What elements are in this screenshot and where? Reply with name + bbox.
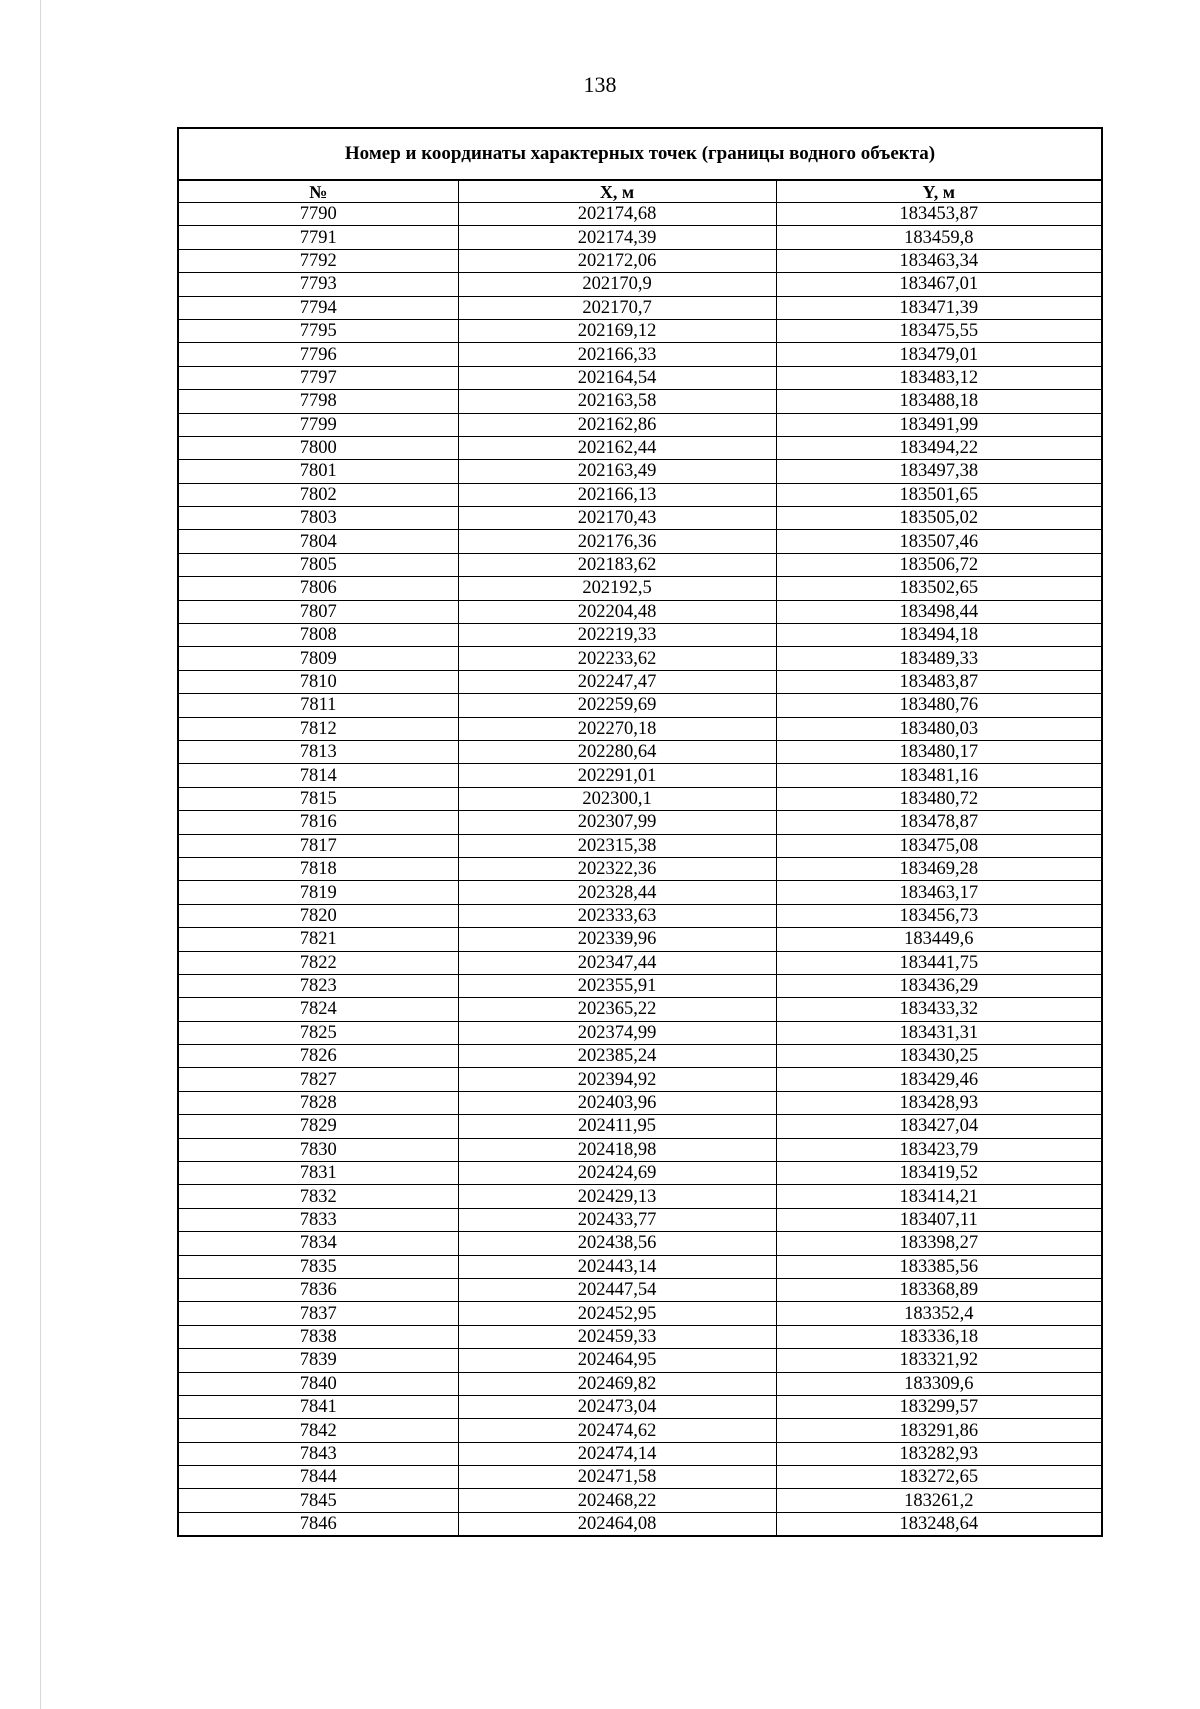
cell-x-coordinate: 202385,24 (458, 1045, 776, 1068)
cell-x-coordinate: 202328,44 (458, 881, 776, 904)
cell-point-number: 7826 (178, 1045, 458, 1068)
cell-point-number: 7811 (178, 694, 458, 717)
table-row (178, 1278, 1102, 1301)
cell-x-coordinate: 202163,49 (458, 460, 776, 483)
cell-x-coordinate: 202176,36 (458, 530, 776, 553)
cell-x-coordinate: 202170,7 (458, 296, 776, 319)
cell-point-number: 7827 (178, 1068, 458, 1091)
cell-y-coordinate: 183429,46 (776, 1068, 1102, 1091)
table-row (178, 1419, 1102, 1442)
cell-point-number: 7816 (178, 811, 458, 834)
table-row (178, 1349, 1102, 1372)
table-row (178, 670, 1102, 693)
cell-point-number: 7790 (178, 203, 458, 226)
table-row (178, 857, 1102, 880)
coordinates-table-container (177, 127, 1101, 1537)
cell-point-number: 7833 (178, 1208, 458, 1231)
cell-y-coordinate: 183261,2 (776, 1489, 1102, 1512)
cell-y-coordinate: 183453,87 (776, 203, 1102, 226)
cell-y-coordinate: 183456,73 (776, 904, 1102, 927)
cell-point-number: 7845 (178, 1489, 458, 1512)
cell-point-number: 7794 (178, 296, 458, 319)
table-row (178, 834, 1102, 857)
cell-y-coordinate: 183248,64 (776, 1512, 1102, 1536)
table-row (178, 951, 1102, 974)
cell-x-coordinate: 202174,39 (458, 226, 776, 249)
cell-y-coordinate: 183501,65 (776, 483, 1102, 506)
cell-x-coordinate: 202192,5 (458, 577, 776, 600)
cell-point-number: 7834 (178, 1232, 458, 1255)
cell-point-number: 7841 (178, 1395, 458, 1418)
table-row (178, 203, 1102, 226)
cell-point-number: 7809 (178, 647, 458, 670)
cell-x-coordinate: 202433,77 (458, 1208, 776, 1231)
cell-x-coordinate: 202438,56 (458, 1232, 776, 1255)
cell-y-coordinate: 183481,16 (776, 764, 1102, 787)
cell-x-coordinate: 202164,54 (458, 366, 776, 389)
cell-x-coordinate: 202411,95 (458, 1115, 776, 1138)
cell-y-coordinate: 183480,03 (776, 717, 1102, 740)
cell-x-coordinate: 202163,58 (458, 390, 776, 413)
cell-x-coordinate: 202307,99 (458, 811, 776, 834)
cell-x-coordinate: 202166,13 (458, 483, 776, 506)
cell-y-coordinate: 183272,65 (776, 1466, 1102, 1489)
table-row (178, 413, 1102, 436)
cell-point-number: 7802 (178, 483, 458, 506)
cell-x-coordinate: 202169,12 (458, 319, 776, 342)
table-row (178, 1395, 1102, 1418)
cell-y-coordinate: 183480,76 (776, 694, 1102, 717)
table-row (178, 1091, 1102, 1114)
cell-y-coordinate: 183491,99 (776, 413, 1102, 436)
table-row (178, 1232, 1102, 1255)
cell-y-coordinate: 183483,12 (776, 366, 1102, 389)
cell-x-coordinate: 202339,96 (458, 928, 776, 951)
cell-x-coordinate: 202233,62 (458, 647, 776, 670)
cell-x-coordinate: 202374,99 (458, 1021, 776, 1044)
cell-point-number: 7817 (178, 834, 458, 857)
cell-x-coordinate: 202418,98 (458, 1138, 776, 1161)
table-row (178, 928, 1102, 951)
cell-y-coordinate: 183469,28 (776, 857, 1102, 880)
table-row (178, 1325, 1102, 1348)
cell-y-coordinate: 183489,33 (776, 647, 1102, 670)
column-header-number: № (178, 180, 458, 203)
table-row (178, 553, 1102, 576)
cell-x-coordinate: 202204,48 (458, 600, 776, 623)
cell-x-coordinate: 202355,91 (458, 974, 776, 997)
cell-point-number: 7842 (178, 1419, 458, 1442)
cell-point-number: 7832 (178, 1185, 458, 1208)
cell-x-coordinate: 202174,68 (458, 203, 776, 226)
cell-x-coordinate: 202464,95 (458, 1349, 776, 1372)
cell-point-number: 7814 (178, 764, 458, 787)
table-row (178, 226, 1102, 249)
table-row (178, 343, 1102, 366)
cell-point-number: 7819 (178, 881, 458, 904)
table-row (178, 507, 1102, 530)
cell-x-coordinate: 202170,43 (458, 507, 776, 530)
table-row (178, 1372, 1102, 1395)
cell-point-number: 7822 (178, 951, 458, 974)
cell-y-coordinate: 183321,92 (776, 1349, 1102, 1372)
column-header-x: X, м (458, 180, 776, 203)
cell-point-number: 7801 (178, 460, 458, 483)
cell-x-coordinate: 202183,62 (458, 553, 776, 576)
cell-y-coordinate: 183479,01 (776, 343, 1102, 366)
cell-x-coordinate: 202322,36 (458, 857, 776, 880)
cell-x-coordinate: 202471,58 (458, 1466, 776, 1489)
cell-x-coordinate: 202347,44 (458, 951, 776, 974)
coordinates-table (177, 127, 1103, 1537)
cell-point-number: 7805 (178, 553, 458, 576)
table-row (178, 366, 1102, 389)
table-header-row (178, 180, 1102, 203)
cell-point-number: 7846 (178, 1512, 458, 1536)
cell-point-number: 7824 (178, 998, 458, 1021)
cell-x-coordinate: 202170,9 (458, 273, 776, 296)
table-row (178, 904, 1102, 927)
cell-y-coordinate: 183291,86 (776, 1419, 1102, 1442)
cell-y-coordinate: 183480,17 (776, 740, 1102, 763)
table-row (178, 1115, 1102, 1138)
cell-x-coordinate: 202219,33 (458, 624, 776, 647)
table-row (178, 1138, 1102, 1161)
cell-point-number: 7795 (178, 319, 458, 342)
cell-y-coordinate: 183494,22 (776, 436, 1102, 459)
cell-point-number: 7825 (178, 1021, 458, 1044)
table-row (178, 1489, 1102, 1512)
table-row (178, 1302, 1102, 1325)
cell-y-coordinate: 183309,6 (776, 1372, 1102, 1395)
cell-x-coordinate: 202291,01 (458, 764, 776, 787)
table-body (178, 203, 1102, 1537)
cell-y-coordinate: 183433,32 (776, 998, 1102, 1021)
cell-y-coordinate: 183419,52 (776, 1162, 1102, 1185)
cell-point-number: 7807 (178, 600, 458, 623)
table-row (178, 249, 1102, 272)
cell-x-coordinate: 202365,22 (458, 998, 776, 1021)
cell-point-number: 7800 (178, 436, 458, 459)
scan-edge-line (40, 0, 41, 1709)
cell-point-number: 7830 (178, 1138, 458, 1161)
cell-y-coordinate: 183431,31 (776, 1021, 1102, 1044)
cell-point-number: 7831 (178, 1162, 458, 1185)
cell-y-coordinate: 183506,72 (776, 553, 1102, 576)
table-row (178, 1162, 1102, 1185)
cell-y-coordinate: 183494,18 (776, 624, 1102, 647)
cell-point-number: 7821 (178, 928, 458, 951)
table-row (178, 647, 1102, 670)
cell-y-coordinate: 183507,46 (776, 530, 1102, 553)
cell-point-number: 7838 (178, 1325, 458, 1348)
table-row (178, 1208, 1102, 1231)
cell-point-number: 7818 (178, 857, 458, 880)
cell-y-coordinate: 183459,8 (776, 226, 1102, 249)
cell-point-number: 7843 (178, 1442, 458, 1465)
cell-x-coordinate: 202464,08 (458, 1512, 776, 1536)
cell-point-number: 7806 (178, 577, 458, 600)
table-row (178, 273, 1102, 296)
cell-y-coordinate: 183502,65 (776, 577, 1102, 600)
table-row (178, 1512, 1102, 1536)
table-row (178, 974, 1102, 997)
cell-x-coordinate: 202162,44 (458, 436, 776, 459)
cell-x-coordinate: 202280,64 (458, 740, 776, 763)
cell-x-coordinate: 202424,69 (458, 1162, 776, 1185)
cell-x-coordinate: 202315,38 (458, 834, 776, 857)
cell-point-number: 7820 (178, 904, 458, 927)
cell-point-number: 7844 (178, 1466, 458, 1489)
table-row (178, 1185, 1102, 1208)
cell-x-coordinate: 202333,63 (458, 904, 776, 927)
cell-point-number: 7808 (178, 624, 458, 647)
cell-point-number: 7840 (178, 1372, 458, 1395)
table-row (178, 1068, 1102, 1091)
cell-y-coordinate: 183497,38 (776, 460, 1102, 483)
cell-point-number: 7815 (178, 787, 458, 810)
cell-x-coordinate: 202429,13 (458, 1185, 776, 1208)
table-row (178, 764, 1102, 787)
cell-y-coordinate: 183336,18 (776, 1325, 1102, 1348)
cell-y-coordinate: 183436,29 (776, 974, 1102, 997)
table-row (178, 1466, 1102, 1489)
cell-point-number: 7792 (178, 249, 458, 272)
cell-x-coordinate: 202473,04 (458, 1395, 776, 1418)
table-row (178, 600, 1102, 623)
cell-x-coordinate: 202259,69 (458, 694, 776, 717)
cell-x-coordinate: 202452,95 (458, 1302, 776, 1325)
cell-x-coordinate: 202468,22 (458, 1489, 776, 1512)
table-title: Номер и координаты характерных точек (границы водного объекта) (178, 128, 1102, 180)
cell-y-coordinate: 183423,79 (776, 1138, 1102, 1161)
cell-point-number: 7828 (178, 1091, 458, 1114)
cell-y-coordinate: 183475,08 (776, 834, 1102, 857)
cell-y-coordinate: 183463,17 (776, 881, 1102, 904)
cell-x-coordinate: 202166,33 (458, 343, 776, 366)
table-row (178, 530, 1102, 553)
cell-x-coordinate: 202447,54 (458, 1278, 776, 1301)
cell-point-number: 7798 (178, 390, 458, 413)
cell-y-coordinate: 183471,39 (776, 296, 1102, 319)
cell-point-number: 7793 (178, 273, 458, 296)
cell-point-number: 7835 (178, 1255, 458, 1278)
cell-y-coordinate: 183467,01 (776, 273, 1102, 296)
cell-x-coordinate: 202172,06 (458, 249, 776, 272)
cell-y-coordinate: 183449,6 (776, 928, 1102, 951)
cell-y-coordinate: 183488,18 (776, 390, 1102, 413)
table-row (178, 1255, 1102, 1278)
cell-point-number: 7812 (178, 717, 458, 740)
cell-point-number: 7810 (178, 670, 458, 693)
table-row (178, 1021, 1102, 1044)
table-title-row (178, 128, 1102, 180)
cell-y-coordinate: 183478,87 (776, 811, 1102, 834)
cell-y-coordinate: 183480,72 (776, 787, 1102, 810)
cell-point-number: 7813 (178, 740, 458, 763)
cell-point-number: 7791 (178, 226, 458, 249)
cell-x-coordinate: 202162,86 (458, 413, 776, 436)
cell-x-coordinate: 202247,47 (458, 670, 776, 693)
cell-y-coordinate: 183427,04 (776, 1115, 1102, 1138)
table-row (178, 811, 1102, 834)
column-header-y: Y, м (776, 180, 1102, 203)
cell-point-number: 7804 (178, 530, 458, 553)
table-row (178, 577, 1102, 600)
cell-x-coordinate: 202474,14 (458, 1442, 776, 1465)
cell-y-coordinate: 183407,11 (776, 1208, 1102, 1231)
table-row (178, 319, 1102, 342)
cell-y-coordinate: 183428,93 (776, 1091, 1102, 1114)
table-row (178, 390, 1102, 413)
cell-y-coordinate: 183441,75 (776, 951, 1102, 974)
cell-y-coordinate: 183368,89 (776, 1278, 1102, 1301)
cell-x-coordinate: 202474,62 (458, 1419, 776, 1442)
cell-x-coordinate: 202469,82 (458, 1372, 776, 1395)
table-row (178, 624, 1102, 647)
cell-point-number: 7797 (178, 366, 458, 389)
page-number: 138 (583, 72, 617, 97)
table-row (178, 483, 1102, 506)
cell-y-coordinate: 183282,93 (776, 1442, 1102, 1465)
cell-x-coordinate: 202443,14 (458, 1255, 776, 1278)
cell-y-coordinate: 183505,02 (776, 507, 1102, 530)
table-row (178, 998, 1102, 1021)
table-row (178, 1442, 1102, 1465)
table-row (178, 717, 1102, 740)
cell-x-coordinate: 202394,92 (458, 1068, 776, 1091)
table-row (178, 881, 1102, 904)
cell-y-coordinate: 183352,4 (776, 1302, 1102, 1325)
cell-point-number: 7796 (178, 343, 458, 366)
cell-y-coordinate: 183398,27 (776, 1232, 1102, 1255)
cell-y-coordinate: 183475,55 (776, 319, 1102, 342)
table-row (178, 740, 1102, 763)
table-row (178, 296, 1102, 319)
cell-point-number: 7803 (178, 507, 458, 530)
table-row (178, 1045, 1102, 1068)
table-row (178, 694, 1102, 717)
cell-y-coordinate: 183299,57 (776, 1395, 1102, 1418)
table-row (178, 460, 1102, 483)
cell-point-number: 7823 (178, 974, 458, 997)
cell-x-coordinate: 202300,1 (458, 787, 776, 810)
table-row (178, 436, 1102, 459)
cell-point-number: 7836 (178, 1278, 458, 1301)
cell-y-coordinate: 183385,56 (776, 1255, 1102, 1278)
cell-y-coordinate: 183414,21 (776, 1185, 1102, 1208)
cell-point-number: 7839 (178, 1349, 458, 1372)
cell-y-coordinate: 183463,34 (776, 249, 1102, 272)
cell-x-coordinate: 202403,96 (458, 1091, 776, 1114)
cell-x-coordinate: 202459,33 (458, 1325, 776, 1348)
cell-y-coordinate: 183430,25 (776, 1045, 1102, 1068)
cell-point-number: 7829 (178, 1115, 458, 1138)
cell-point-number: 7837 (178, 1302, 458, 1325)
cell-point-number: 7799 (178, 413, 458, 436)
cell-x-coordinate: 202270,18 (458, 717, 776, 740)
table-row (178, 787, 1102, 810)
cell-y-coordinate: 183483,87 (776, 670, 1102, 693)
cell-y-coordinate: 183498,44 (776, 600, 1102, 623)
